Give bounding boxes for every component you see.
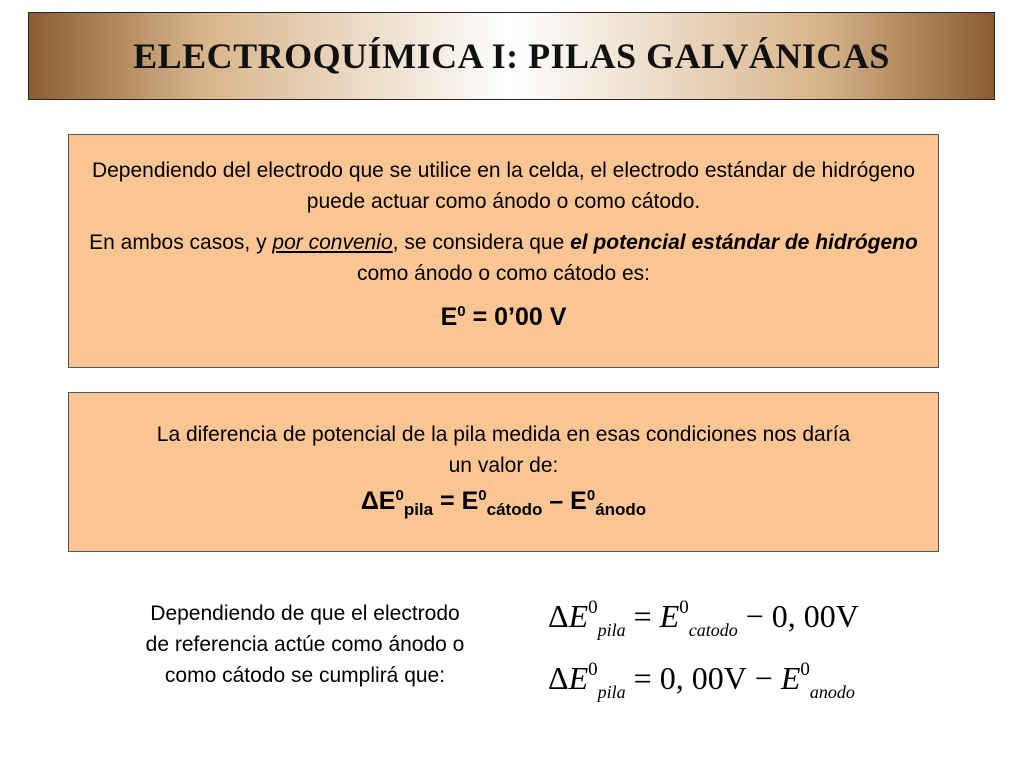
formula-delta-e: ΔE (360, 487, 396, 515)
eq-symbol-e: E (568, 660, 589, 696)
equation-anode-case (548, 659, 855, 702)
text-segment: En ambos casos, y (89, 231, 273, 254)
eq-minus: − (754, 660, 773, 696)
eq-equals: = (633, 660, 652, 696)
eq-script-stack (588, 659, 626, 702)
box2-paragraph: La diferencia de potencial de la pila medida en esas condiciones nos daría un valor de: (156, 423, 851, 477)
box1-paragraph-2 (69, 227, 938, 289)
eq-equals: = (633, 598, 652, 634)
eq-subscript-pila: pila (597, 620, 626, 640)
eq-script-stack (800, 659, 855, 702)
eq-symbol-e: E (568, 598, 589, 634)
eq-symbol-e: E (780, 660, 801, 696)
eq-superscript: 0 (679, 597, 689, 618)
title-banner (28, 12, 995, 100)
formula-subscript-anodo: ánodo (595, 500, 647, 519)
emphasis-por-convenio: por convenio (272, 231, 393, 254)
formula-subscript-pila: pila (403, 500, 434, 519)
eq-delta: Δ (548, 660, 569, 696)
formula-superscript: 0 (586, 487, 596, 504)
eq-subscript-pila: pila (597, 682, 626, 702)
eq-delta: Δ (548, 598, 569, 634)
eq-superscript: 0 (588, 597, 598, 618)
formula-minus-e: – E (542, 487, 587, 515)
cell-potential-box (68, 392, 939, 552)
formula-equals-e: = E (433, 487, 479, 515)
standard-potential-formula (69, 303, 938, 332)
eq-subscript-catodo: catodo (688, 620, 738, 640)
formula-superscript: 0 (478, 487, 487, 504)
formula-superscript: 0 (457, 303, 466, 320)
text-segment: como ánodo o como cátodo es: (356, 262, 650, 285)
hydrogen-electrode-box (68, 134, 939, 368)
text-segment: , se considera que (392, 231, 571, 254)
equation-cathode-case (548, 597, 859, 640)
reference-electrode-note: Dependiendo de que el electrodo de referencia actúe como ánodo o como cátodo se cumplirá que: (145, 602, 465, 687)
box1-paragraph-1: Dependiendo del electrodo que se utilice en la celda, el electrodo estándar de hidrógeno puede actuar como ánodo o como cátodo. (91, 159, 916, 213)
formula-subscript-catodo: cátodo (486, 500, 543, 519)
eq-subscript-anodo: anodo (809, 682, 855, 702)
eq-script-stack (679, 597, 738, 640)
eq-value: 0, 00V (771, 598, 859, 634)
formula-symbol: E (440, 303, 458, 331)
eq-value: 0, 00V (659, 660, 747, 696)
eq-script-stack (588, 597, 626, 640)
formula-superscript: 0 (395, 487, 404, 504)
page-title: ELECTROQUÍMICA I: PILAS GALVÁNICAS (133, 36, 890, 76)
cell-potential-formula (69, 487, 938, 519)
formula-value: = 0’00 V (465, 303, 567, 331)
eq-symbol-e: E (659, 598, 680, 634)
emphasis-potencial: el potencial estándar de hidrógeno (570, 231, 918, 254)
eq-superscript: 0 (588, 659, 598, 680)
eq-superscript: 0 (800, 659, 810, 680)
eq-minus: − (745, 598, 764, 634)
